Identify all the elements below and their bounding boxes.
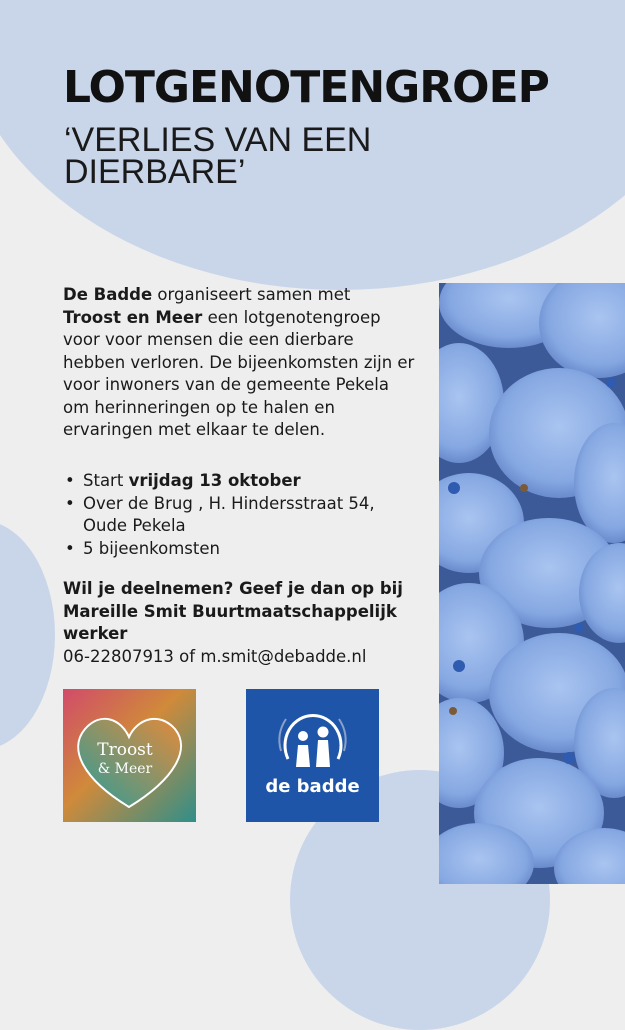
org-de-badde: De Badde <box>63 285 153 304</box>
de-badde-logo-text: de badde <box>265 776 360 797</box>
detail-start <box>63 470 423 493</box>
people-circle-icon <box>246 689 379 779</box>
intro-paragraph <box>63 284 418 442</box>
start-date: vrijdag 13 oktober <box>128 471 301 490</box>
contact-info[interactable]: 06-22807913 of m.smit@debadde.nl <box>63 646 367 666</box>
page-title: LOTGENOTENGROEP <box>63 62 549 113</box>
hydrangea-illustration <box>439 283 625 884</box>
de-badde-logo <box>246 689 379 822</box>
troost-logo-line2: & Meer <box>97 761 153 777</box>
troost-en-meer-logo <box>63 689 196 822</box>
details-list <box>63 470 423 560</box>
start-prefix: Start <box>83 471 129 490</box>
troost-logo-line1: Troost <box>97 740 153 760</box>
signup-question: Wil je deelnemen? Geef je dan op bij Mareille Smit Buurtmaatschappelijk werker <box>63 579 403 643</box>
troost-heart-icon <box>63 689 196 822</box>
hydrangea-photo <box>439 283 625 884</box>
detail-location: • Over de Brug , H. Hindersstraat 54, Oude Pekela <box>63 493 423 538</box>
detail-sessions: • 5 bijeenkomsten <box>63 538 423 561</box>
intro-text-1: organiseert samen met <box>152 285 351 304</box>
decorative-blob-left <box>0 520 55 750</box>
page-subtitle: ‘VERLIES VAN EEN DIERBARE’ <box>64 121 372 191</box>
org-troost-en-meer: Troost en Meer <box>63 307 203 327</box>
signup-block <box>63 578 433 668</box>
intro-text-2: een lotgenotengroep voor voor mensen die een dierbare hebben verloren. De bijeenkomsten zijn er voor inwoners van de gemeente Pekela om herinneringen op te halen en ervaringen met elkaar te delen. <box>63 307 415 439</box>
